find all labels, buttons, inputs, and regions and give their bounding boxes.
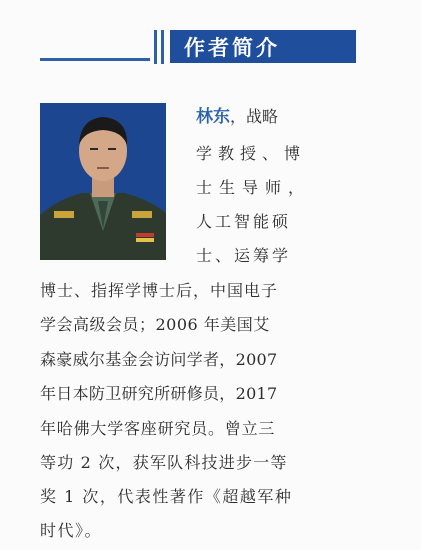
heading-rule-bar <box>161 30 164 64</box>
author-portrait-image <box>40 103 166 260</box>
bio-line: 年哈佛大学客座研究员。曾立三 <box>40 419 276 438</box>
bio-line-text: ，战略 <box>230 107 279 126</box>
bio-line: 森豪威尔基金会访问学者，2007 <box>40 350 278 369</box>
bio-line: 人工智能硕 <box>196 212 292 231</box>
bio-line: 年日本防卫研究所研修员，2017 <box>40 384 278 403</box>
author-portrait <box>40 103 166 260</box>
bio-line: 士、运筹学 <box>196 246 292 265</box>
section-heading-box <box>170 30 356 63</box>
bio-line: 等功 2 次，获军队科技进步一等 <box>40 453 288 472</box>
bio-line: 学会高级会员；2006 年美国艾 <box>40 315 270 334</box>
author-name: 林东 <box>196 107 230 127</box>
section-heading: 作者简介 <box>184 34 280 60</box>
heading-rule-bar <box>154 30 157 64</box>
bio-line: 奖 1 次，代表性著作《超越军种 <box>40 487 293 506</box>
bio-line: 博士、指挥学博士后，中国电子 <box>40 281 279 300</box>
bio-line: 学教授、博 <box>196 144 307 163</box>
bio-line: 士生导师， <box>196 178 312 197</box>
bio-line <box>196 107 278 127</box>
bio-line: 时代》。 <box>40 521 103 540</box>
heading-rule-line <box>40 58 150 61</box>
